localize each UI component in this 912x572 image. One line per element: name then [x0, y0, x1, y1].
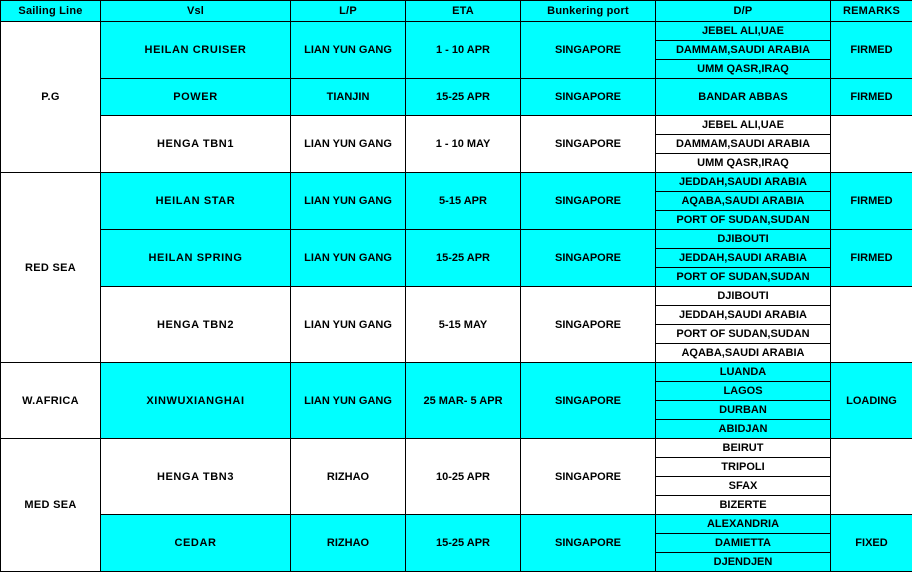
vessel-name-cell: XINWUXIANGHAI: [101, 363, 291, 439]
column-header-vsl: Vsl: [101, 1, 291, 22]
bunkering-port-cell: SINGAPORE: [521, 515, 656, 572]
eta-cell: 1 - 10 MAY: [406, 116, 521, 173]
discharge-port-item: LAGOS: [656, 382, 830, 401]
discharge-port-cell: [656, 173, 831, 230]
loading-port-cell: LIAN YUN GANG: [291, 287, 406, 363]
discharge-port-cell: [656, 79, 831, 116]
remarks-cell: FIXED: [831, 515, 912, 572]
bunkering-port-cell: SINGAPORE: [521, 116, 656, 173]
discharge-port-item: LUANDA: [656, 363, 830, 382]
discharge-port-item: ABIDJAN: [656, 420, 830, 438]
discharge-port-cell: [656, 363, 831, 439]
discharge-port-item: AQABA,SAUDI ARABIA: [656, 192, 830, 211]
sailing-line-cell: P.G: [1, 22, 101, 173]
discharge-port-list: [656, 88, 830, 106]
loading-port-cell: LIAN YUN GANG: [291, 230, 406, 287]
bunkering-port-cell: SINGAPORE: [521, 230, 656, 287]
eta-cell: 15-25 APR: [406, 515, 521, 572]
table-row: [1, 230, 912, 287]
discharge-port-cell: [656, 439, 831, 515]
remarks-cell: FIRMED: [831, 230, 912, 287]
discharge-port-item: DAMIETTA: [656, 534, 830, 553]
vessel-name-cell: HEILAN STAR: [101, 173, 291, 230]
discharge-port-item: SFAX: [656, 477, 830, 496]
discharge-port-item: DJIBOUTI: [656, 287, 830, 306]
discharge-port-item: JEBEL ALI,UAE: [656, 22, 830, 41]
remarks-cell: FIRMED: [831, 79, 912, 116]
discharge-port-list: [656, 22, 830, 78]
sailing-line-cell: MED SEA: [1, 439, 101, 572]
vessel-name-cell: CEDAR: [101, 515, 291, 572]
discharge-port-item: JEDDAH,SAUDI ARABIA: [656, 249, 830, 268]
discharge-port-list: [656, 116, 830, 172]
remarks-cell: [831, 287, 912, 363]
remarks-cell: FIRMED: [831, 173, 912, 230]
eta-cell: 15-25 APR: [406, 79, 521, 116]
discharge-port-item: DAMMAM,SAUDI ARABIA: [656, 135, 830, 154]
bunkering-port-cell: SINGAPORE: [521, 287, 656, 363]
loading-port-cell: LIAN YUN GANG: [291, 116, 406, 173]
table-row: [1, 79, 912, 116]
sailing-line-cell: RED SEA: [1, 173, 101, 363]
eta-cell: 1 - 10 APR: [406, 22, 521, 79]
bunkering-port-cell: SINGAPORE: [521, 22, 656, 79]
vessel-name-cell: HENGA TBN1: [101, 116, 291, 173]
eta-cell: 10-25 APR: [406, 439, 521, 515]
discharge-port-item: DAMMAM,SAUDI ARABIA: [656, 41, 830, 60]
discharge-port-item: DJENDJEN: [656, 553, 830, 571]
table-row: [1, 363, 912, 439]
table-row: [1, 287, 912, 363]
loading-port-cell: LIAN YUN GANG: [291, 173, 406, 230]
discharge-port-cell: [656, 287, 831, 363]
loading-port-cell: RIZHAO: [291, 515, 406, 572]
discharge-port-item: JEBEL ALI,UAE: [656, 116, 830, 135]
table-row: [1, 515, 912, 572]
discharge-port-item: ALEXANDRIA: [656, 515, 830, 534]
discharge-port-list: [656, 439, 830, 514]
bunkering-port-cell: SINGAPORE: [521, 439, 656, 515]
discharge-port-list: [656, 515, 830, 571]
column-header-sailing-line: Sailing Line: [1, 1, 101, 22]
discharge-port-item: PORT OF SUDAN,SUDAN: [656, 211, 830, 229]
discharge-port-list: [656, 363, 830, 438]
discharge-port-item: JEDDAH,SAUDI ARABIA: [656, 306, 830, 325]
eta-cell: 25 MAR- 5 APR: [406, 363, 521, 439]
column-header-lp: L/P: [291, 1, 406, 22]
discharge-port-item: BIZERTE: [656, 496, 830, 514]
vessel-name-cell: HENGA TBN2: [101, 287, 291, 363]
table-row: [1, 22, 912, 79]
discharge-port-item: TRIPOLI: [656, 458, 830, 477]
discharge-port-item: UMM QASR,IRAQ: [656, 60, 830, 78]
table-body: [1, 22, 912, 572]
discharge-port-cell: [656, 116, 831, 173]
discharge-port-item: PORT OF SUDAN,SUDAN: [656, 325, 830, 344]
discharge-port-item: DURBAN: [656, 401, 830, 420]
vessel-name-cell: HEILAN CRUISER: [101, 22, 291, 79]
bunkering-port-cell: SINGAPORE: [521, 173, 656, 230]
discharge-port-cell: [656, 515, 831, 572]
discharge-port-item: BANDAR ABBAS: [656, 88, 830, 106]
column-header-eta: ETA: [406, 1, 521, 22]
vessel-name-cell: HENGA TBN3: [101, 439, 291, 515]
column-header-dp: D/P: [656, 1, 831, 22]
table-row: [1, 439, 912, 515]
remarks-cell: [831, 439, 912, 515]
discharge-port-item: DJIBOUTI: [656, 230, 830, 249]
loading-port-cell: LIAN YUN GANG: [291, 22, 406, 79]
sailing-line-cell: W.AFRICA: [1, 363, 101, 439]
loading-port-cell: RIZHAO: [291, 439, 406, 515]
table-row: [1, 116, 912, 173]
discharge-port-list: [656, 287, 830, 362]
table-header: [1, 1, 912, 22]
bunkering-port-cell: SINGAPORE: [521, 363, 656, 439]
loading-port-cell: TIANJIN: [291, 79, 406, 116]
eta-cell: 15-25 APR: [406, 230, 521, 287]
discharge-port-list: [656, 173, 830, 229]
eta-cell: 5-15 MAY: [406, 287, 521, 363]
column-header-remarks: REMARKS: [831, 1, 912, 22]
discharge-port-item: JEDDAH,SAUDI ARABIA: [656, 173, 830, 192]
table-header-row: [1, 1, 912, 22]
discharge-port-item: AQABA,SAUDI ARABIA: [656, 344, 830, 362]
remarks-cell: [831, 116, 912, 173]
discharge-port-item: UMM QASR,IRAQ: [656, 154, 830, 172]
bunkering-port-cell: SINGAPORE: [521, 79, 656, 116]
loading-port-cell: LIAN YUN GANG: [291, 363, 406, 439]
discharge-port-item: BEIRUT: [656, 439, 830, 458]
eta-cell: 5-15 APR: [406, 173, 521, 230]
discharge-port-cell: [656, 22, 831, 79]
discharge-port-cell: [656, 230, 831, 287]
column-header-bunkering-port: Bunkering port: [521, 1, 656, 22]
table-row: [1, 173, 912, 230]
discharge-port-item: PORT OF SUDAN,SUDAN: [656, 268, 830, 286]
vessel-name-cell: HEILAN SPRING: [101, 230, 291, 287]
vessel-name-cell: POWER: [101, 79, 291, 116]
discharge-port-list: [656, 230, 830, 286]
remarks-cell: LOADING: [831, 363, 912, 439]
remarks-cell: FIRMED: [831, 22, 912, 79]
